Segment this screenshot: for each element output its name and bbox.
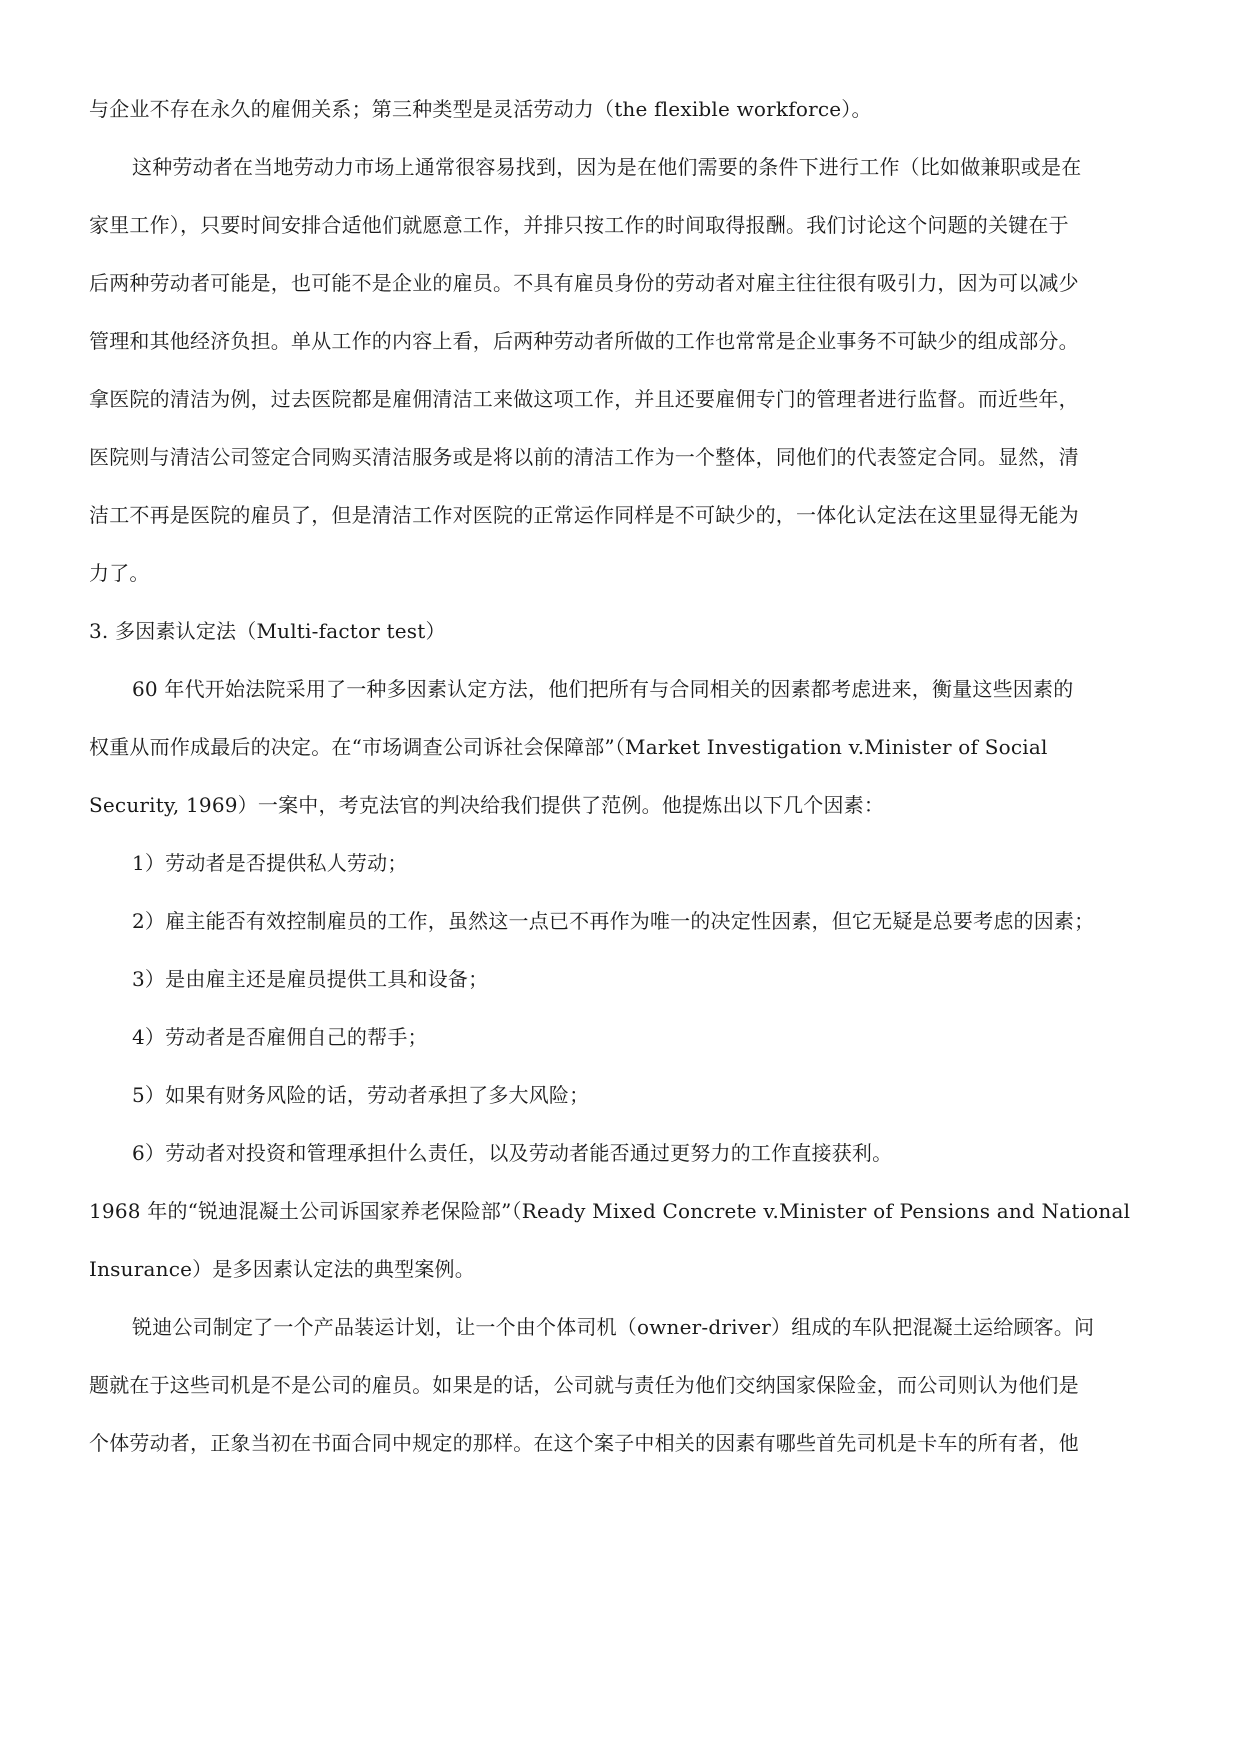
list-item-5: 5）如果有财务风险的话，劳动者承担了多大风险；	[132, 1083, 590, 1107]
list-item-2: 2）雇主能否有效控制雇员的工作，虽然这一点已不再作为唯一的决定性因素，但它无疑是总要考虑的因素；	[132, 909, 1095, 933]
list-item-1: 1）劳动者是否提供私人劳动；	[132, 851, 408, 875]
text-line-21: Insurance）是多因素认定法的典型案例。	[89, 1257, 475, 1281]
text-line-1: 与企业不存在永久的雇佣关系；第三种类型是灵活劳动力（the flexible workforce）。	[89, 97, 872, 121]
text-line-4: 后两种劳动者可能是，也可能不是企业的雇员。不具有雇员身份的劳动者对雇主往往很有吸引力，因为可以减少	[89, 271, 1079, 295]
paragraph-start-line: 锐迪公司制定了一个产品装运计划，让一个由个体司机（owner-driver）组成的车队把混凝土运给顾客。问	[132, 1315, 1095, 1339]
text-line-23: 题就在于这些司机是不是公司的雇员。如果是的话，公司就与责任为他们交纳国家保险金，而公司则认为他们是	[89, 1373, 1079, 1397]
text-line-3: 家里工作），只要时间安排合适他们就愿意工作，并排只按工作的时间取得报酬。我们讨论这个问题的关键在于	[89, 213, 1069, 237]
text-line-20: 1968 年的“锐迪混凝土公司诉国家养老保险部”（Ready Mixed Concrete v.Minister of Pensions and National	[89, 1199, 1131, 1223]
text-line-9: 力了。	[89, 561, 150, 585]
text-line-24: 个体劳动者，正象当初在书面合同中规定的那样。在这个案子中相关的因素有哪些首先司机是卡车的所有者，他	[89, 1431, 1079, 1455]
text-line-7: 医院则与清洁公司签定合同购买清洁服务或是将以前的清洁工作为一个整体，同他们的代表签定合同。显然，清	[89, 445, 1079, 469]
text-line-8: 洁工不再是医院的雇员了，但是清洁工作对医院的正常运作同样是不可缺少的，一体化认定法在这里显得无能为	[89, 503, 1079, 527]
paragraph-start-line: 这种劳动者在当地劳动力市场上通常很容易找到，因为是在他们需要的条件下进行工作（比如做兼职或是在	[132, 155, 1082, 179]
section-heading: 3. 多因素认定法（Multi-factor test）	[89, 619, 446, 643]
text-line-13: Security, 1969）一案中，考克法官的判决给我们提供了范例。他提炼出以下几个因素：	[89, 793, 885, 817]
list-item-3: 3）是由雇主还是雇员提供工具和设备；	[132, 967, 489, 991]
text-line-6: 拿医院的清洁为例，过去医院都是雇佣清洁工来做这项工作，并且还要雇佣专门的管理者进行监督。而近些年，	[89, 387, 1079, 411]
text-line-12: 权重从而作成最后的决定。在“市场调查公司诉社会保障部”（Market Investigation v.Minister of Social	[89, 735, 1048, 759]
paragraph-start-line: 60 年代开始法院采用了一种多因素认定方法，他们把所有与合同相关的因素都考虑进来，衡量这些因素的	[132, 677, 1074, 701]
list-item-4: 4）劳动者是否雇佣自己的帮手；	[132, 1025, 428, 1049]
list-item-6: 6）劳动者对投资和管理承担什么责任，以及劳动者能否通过更努力的工作直接获利。	[132, 1141, 893, 1165]
text-line-5: 管理和其他经济负担。单从工作的内容上看，后两种劳动者所做的工作也常常是企业事务不可缺少的组成部分。	[89, 329, 1079, 353]
